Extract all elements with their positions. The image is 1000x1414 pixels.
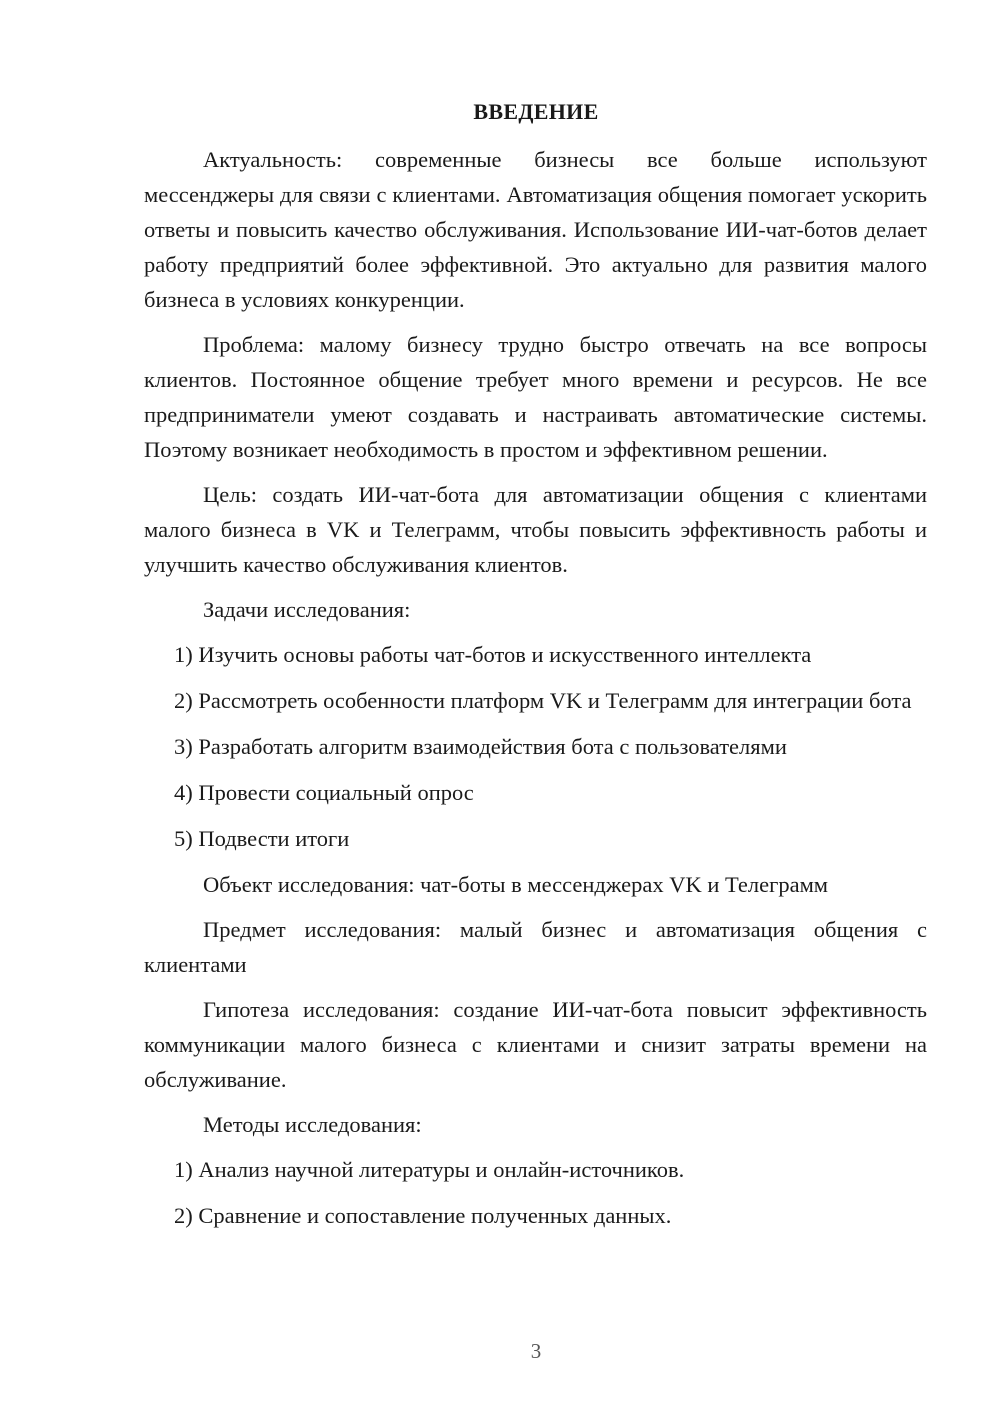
task-item-3: 3) Разработать алгоритм взаимодействия бота с пользователями [174,734,787,759]
method-item-2: 2) Сравнение и сопоставление полученных данных. [174,1203,672,1228]
paragraph-goal: Цель: создать ИИ-чат-бота для автоматизации общения с клиентами малого бизнеса в VK и Телеграмм, чтобы повысить эффективность работы и улучшить качество обслуживания клиентов. [144,482,927,577]
document-body [144,142,927,1244]
page-number: 3 [530,1339,542,1363]
paragraph-relevance: Актуальность: современные бизнесы все больше используют мессенджеры для связи с клиентами. Автоматизация общения помогает ускорить ответы и повысить качество обслуживания. Использование ИИ-чат-ботов делает работу предприятий более эффективной. Это актуально для развития малого бизнеса в условиях конкуренции. [144,147,927,312]
paragraph-subject: Предмет исследования: малый бизнес и автоматизация общения с клиентами [144,917,927,977]
task-item-2: 2) Рассмотреть особенности платформ VK и Телеграмм для интеграции бота [174,688,912,713]
task-item-4: 4) Провести социальный опрос [174,780,474,805]
method-item-1: 1) Анализ научной литературы и онлайн-источников. [174,1157,685,1182]
tasks-heading: Задачи исследования: [203,597,411,622]
paragraph-hypothesis: Гипотеза исследования: создание ИИ-чат-бота повысит эффективность коммуникации малого бизнеса с клиентами и снизит затраты времени на обслуживание. [144,997,927,1092]
task-item-5: 5) Подвести итоги [174,826,350,851]
paragraph-problem: Проблема: малому бизнесу трудно быстро отвечать на все вопросы клиентов. Постоянное общение требует много времени и ресурсов. Не все предприниматели умеют создавать и настраивать автоматические системы. Поэтому возникает необходимость в простом и эффективном решении. [144,332,927,462]
methods-heading: Методы исследования: [203,1112,422,1137]
section-title: ВВЕДЕНИЕ [473,99,599,124]
paragraph-object: Объект исследования: чат-боты в мессенджерах VK и Телеграмм [203,872,829,897]
task-item-1: 1) Изучить основы работы чат-ботов и искусственного интеллекта [174,642,812,667]
